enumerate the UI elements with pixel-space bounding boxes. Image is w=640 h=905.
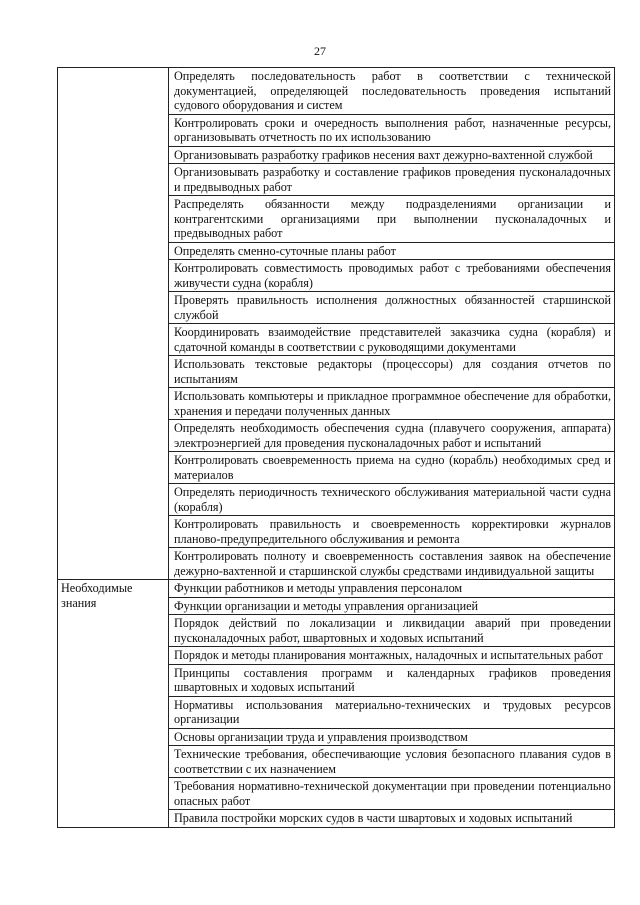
requirement-item: Организовывать разработку графиков несения вахт дежурно-вахтенной службой (169, 146, 615, 164)
requirement-item: Организовывать разработку и составление графиков проведения пусконаладочных и предвыводных работ (169, 164, 615, 196)
requirement-item: Определять последовательность работ в соответствии с технической документацией, определяющей последовательность проведения испытаний судового оборудования и систем (169, 68, 615, 115)
requirement-item: Определять необходимость обеспечения судна (плавучего сооружения, аппарата) электроэнергией для проведения пусконаладочных работ и испытаний (169, 420, 615, 452)
requirement-item: Контролировать полноту и своевременность составления заявок на обеспечение дежурно-вахтенной и старшинской службы средствами индивидуальной защиты (169, 548, 615, 580)
requirement-item: Требования нормативно-технической документации при проведении потенциально опасных работ (169, 778, 615, 810)
requirement-item: Определять периодичность технического обслуживания материальной части судна (корабля) (169, 484, 615, 516)
requirement-item: Функции организации и методы управления организацией (169, 597, 615, 615)
requirement-item: Координировать взаимодействие представителей заказчика судна (корабля) и сдаточной команды в соответствии с руководящими документами (169, 324, 615, 356)
table-body (58, 68, 615, 828)
section-label (58, 68, 169, 580)
requirement-item: Правила постройки морских судов в части швартовых и ходовых испытаний (169, 810, 615, 828)
requirements-table (57, 67, 615, 828)
requirement-item: Контролировать правильность и своевременность корректировки журналов планово-предупредительного обслуживания и ремонта (169, 516, 615, 548)
requirement-item: Использовать текстовые редакторы (процессоры) для создания отчетов по испытаниям (169, 356, 615, 388)
table-row (58, 580, 615, 598)
requirement-item: Порядок действий по локализации и ликвидации аварий при проведении пусконаладочных работ, швартовных и ходовых испытаний (169, 615, 615, 647)
page-number: 27 (314, 44, 326, 58)
requirement-item: Нормативы использования материально-технических и трудовых ресурсов организации (169, 696, 615, 728)
requirement-item: Использовать компьютеры и прикладное программное обеспечение для обработки, хранения и передачи полученных данных (169, 388, 615, 420)
requirement-item: Принципы составления программ и календарных графиков проведения швартовных и ходовых испытаний (169, 664, 615, 696)
section-label: Необходимые знания (58, 580, 169, 828)
requirement-item: Проверять правильность исполнения должностных обязанностей старшинской службой (169, 292, 615, 324)
requirement-item: Порядок и методы планирования монтажных, наладочных и испытательных работ (169, 647, 615, 665)
requirement-item: Контролировать совместимость проводимых работ с требованиями обеспечения живучести судна (корабля) (169, 260, 615, 292)
requirement-item: Основы организации труда и управления производством (169, 728, 615, 746)
requirement-item: Функции работников и методы управления персоналом (169, 580, 615, 598)
requirement-item: Контролировать своевременность приема на судно (корабль) необходимых сред и материалов (169, 452, 615, 484)
table-row (58, 68, 615, 115)
requirement-item: Технические требования, обеспечивающие условия безопасного плавания судов в соответствии с их назначением (169, 746, 615, 778)
requirement-item: Распределять обязанности между подразделениями организации и контрагентскими организациями при выполнении пусконаладочных и предвыводных работ (169, 196, 615, 243)
requirement-item: Контролировать сроки и очередность выполнения работ, назначенные ресурсы, организовывать отчетность по их использованию (169, 114, 615, 146)
requirement-item: Определять сменно-суточные планы работ (169, 242, 615, 260)
